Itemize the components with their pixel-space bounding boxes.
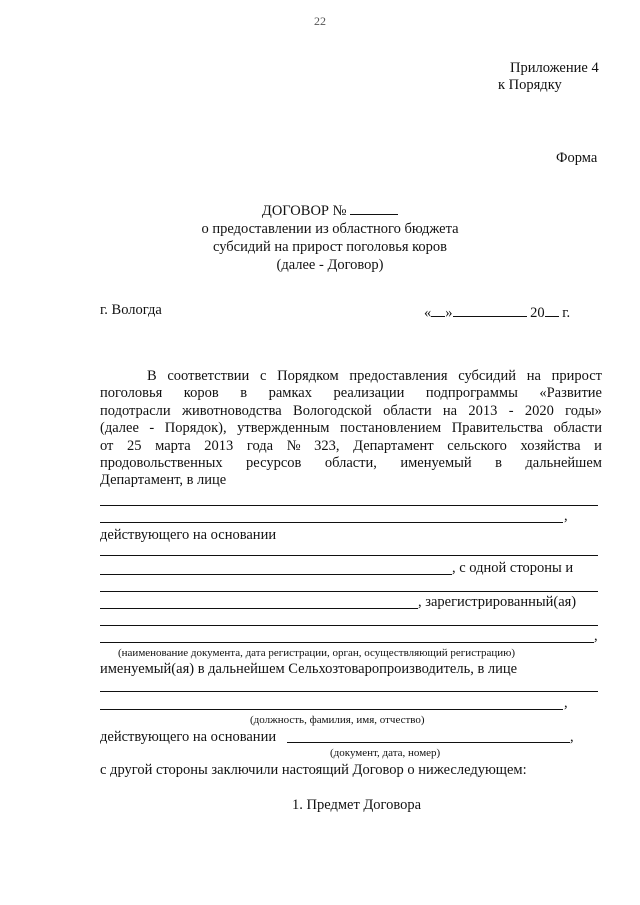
page-number: 22	[314, 14, 326, 28]
intro-word: В	[147, 368, 157, 384]
intro-word: сельского	[447, 437, 507, 454]
blank-line	[100, 691, 598, 692]
appendix-heading	[498, 60, 599, 94]
intro-line	[100, 403, 602, 420]
intro-word: 323,	[314, 437, 340, 454]
registered-text: , зарегистрированный(ая)	[418, 594, 577, 610]
title-line3: субсидий на прирост поголовья коров	[212, 239, 448, 255]
intro-word: от	[100, 437, 114, 454]
comma: ,	[564, 508, 568, 524]
blank-line	[100, 505, 598, 506]
intro-word: Вологодской	[293, 402, 372, 419]
title-line2: о предоставлении из областного бюджета	[201, 221, 459, 237]
document-note: (документ, дата, номер)	[330, 747, 441, 759]
contract-number-blank	[350, 200, 398, 215]
intro-word: реализации	[333, 385, 405, 402]
intro-line	[100, 455, 602, 472]
day-blank	[431, 302, 445, 317]
intro-word: продовольственных	[100, 454, 223, 471]
intro-word: прирост	[551, 368, 602, 384]
intro-word: №	[286, 437, 301, 454]
intro-word: области,	[324, 454, 377, 471]
intro-word: соответствии	[167, 368, 250, 384]
intro-word: «Развитие	[539, 385, 602, 402]
intro-paragraph	[100, 368, 602, 490]
month-blank	[453, 302, 527, 317]
intro-word: подотрасли	[100, 402, 171, 419]
title-line1: ДОГОВОР №	[261, 203, 347, 219]
intro-word: годы»	[565, 402, 602, 419]
comma: ,	[594, 628, 598, 644]
appendix-line1: Приложение 4	[510, 60, 599, 76]
intro-word: года	[246, 437, 274, 454]
section-heading: 1. Предмет Договора	[292, 797, 422, 813]
intro-word: Департамент	[353, 437, 434, 454]
intro-word: дальнейшем	[525, 454, 602, 471]
year-suffix: г.	[562, 305, 571, 321]
intro-word: рамках	[268, 385, 312, 402]
intro-word: Правительства	[451, 420, 543, 437]
intro-word: марта	[155, 437, 191, 454]
intro-word: (далее	[100, 420, 139, 437]
blank-line	[100, 642, 594, 643]
named-producer-text: именуемый(ая) в дальнейшем Сельхозтоваропроизводитель, в лице	[100, 661, 518, 677]
blank-line	[100, 709, 563, 710]
form-label: Форма	[556, 150, 598, 166]
intro-word: субсидий	[458, 368, 516, 384]
other-side-text: с другой стороны заключили настоящий Договор о нижеследующем:	[100, 762, 527, 778]
intro-word: в	[495, 454, 502, 471]
intro-word: -	[508, 402, 514, 419]
intro-line	[100, 420, 602, 437]
comma: ,	[564, 695, 568, 711]
intro-word: именуемый	[400, 454, 472, 471]
blank-line	[100, 522, 563, 523]
intro-line	[100, 385, 602, 402]
blank-line	[100, 591, 598, 592]
intro-word: на	[442, 402, 458, 419]
intro-word: -	[149, 420, 155, 437]
contract-date	[424, 302, 570, 322]
intro-word: области	[553, 420, 602, 437]
registration-note: (наименование документа, дата регистрации, орган, осуществляющий регистрацию)	[118, 647, 516, 659]
intro-word: в	[240, 385, 248, 402]
intro-word: и	[594, 437, 602, 454]
intro-word: на	[526, 368, 541, 384]
intro-word: животноводства	[181, 402, 282, 419]
appendix-line2: к Порядку	[498, 77, 562, 93]
intro-word: хозяйства	[520, 437, 581, 454]
one-side-text: , с одной стороны и	[452, 560, 574, 576]
comma: ,	[570, 729, 574, 745]
blank-line	[100, 625, 598, 626]
date-open-quote: «	[424, 305, 432, 321]
year-blank	[545, 302, 559, 317]
intro-word: 2013	[204, 437, 234, 454]
acting-basis-label: действующего на основании	[100, 527, 277, 543]
intro-line	[100, 368, 602, 385]
intro-word: 25	[127, 437, 142, 454]
intro-word: Порядком	[277, 368, 339, 384]
intro-word: ресурсов	[246, 454, 302, 471]
intro-line	[100, 472, 602, 489]
intro-word: утвержденным	[237, 420, 330, 437]
blank-line	[287, 742, 570, 743]
city: г. Вологда	[100, 302, 162, 318]
title-line4: (далее - Договор)	[276, 257, 384, 273]
position-note: (должность, фамилия, имя, отчество)	[250, 714, 425, 726]
intro-word: 2013	[468, 402, 498, 419]
blank-line	[100, 574, 452, 575]
intro-word: предоставления	[349, 368, 448, 384]
intro-line	[100, 438, 602, 455]
date-close-quote: »	[445, 305, 453, 321]
contract-title	[0, 200, 640, 274]
blank-line	[100, 608, 418, 609]
intro-word: с	[260, 368, 267, 384]
year-prefix: 20	[530, 305, 545, 321]
intro-word: постановлением	[339, 420, 442, 437]
blank-line	[100, 555, 598, 556]
intro-word: коров	[183, 385, 219, 402]
intro-word: области	[383, 402, 432, 419]
intro-word: 2020	[524, 402, 554, 419]
intro-word: поголовья	[100, 385, 163, 402]
intro-word: подпрограммы	[425, 385, 518, 402]
acting-basis-label-2: действующего на основании	[100, 729, 277, 745]
intro-word: Департамент, в лице	[100, 472, 227, 489]
intro-word: Порядок),	[164, 420, 227, 437]
